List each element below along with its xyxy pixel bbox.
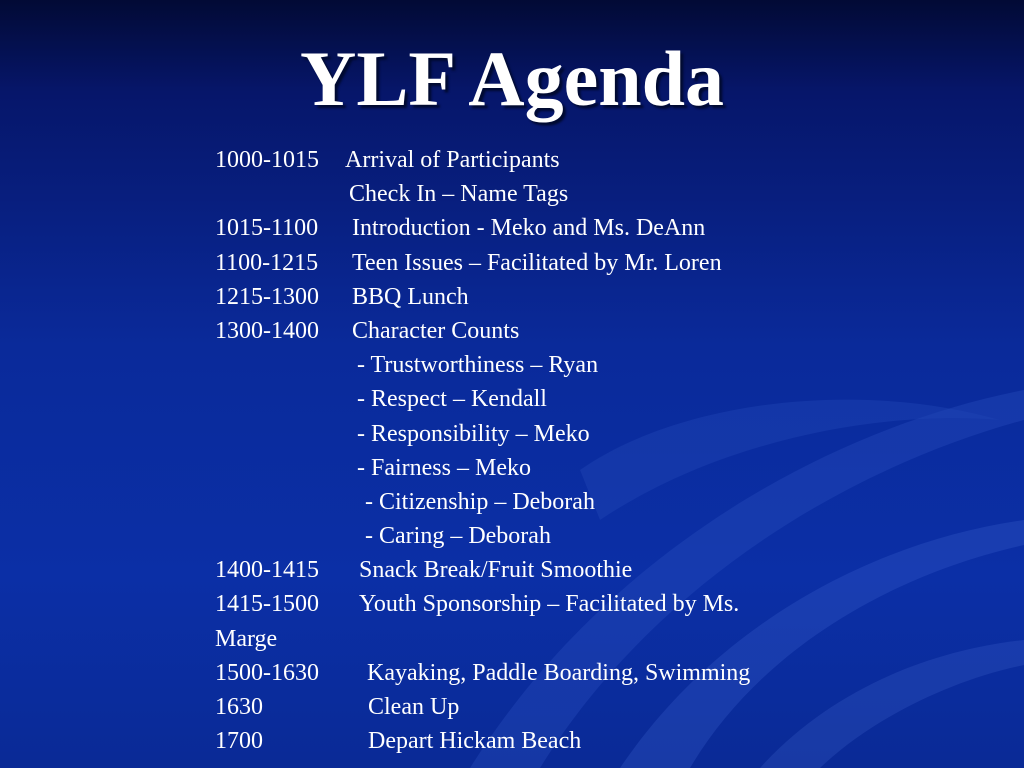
- agenda-item-text: Kayaking, Paddle Boarding, Swimming: [367, 659, 751, 686]
- agenda-row: [215, 691, 1015, 725]
- agenda-item-text: - Fairness – Meko: [357, 454, 531, 481]
- agenda-row: [215, 657, 1015, 691]
- agenda-item-text: Introduction - Meko and Ms. DeAnn: [352, 215, 706, 242]
- agenda-time: 1630: [215, 694, 263, 720]
- agenda-row: [215, 315, 1015, 349]
- agenda-row: [215, 486, 1015, 520]
- agenda-item-text: - Trustworthiness – Ryan: [357, 352, 599, 379]
- agenda-row: [215, 554, 1015, 588]
- agenda-item-text: - Citizenship – Deborah: [365, 488, 595, 515]
- agenda-item-text: Check In – Name Tags: [349, 181, 569, 208]
- agenda-list: [215, 144, 1015, 759]
- agenda-time: 1400-1415: [215, 557, 319, 584]
- agenda-row: [215, 418, 1015, 452]
- agenda-time: 1100-1215: [215, 249, 319, 276]
- agenda-row: [215, 588, 1015, 622]
- agenda-time: 1700: [215, 728, 263, 755]
- agenda-item-text: Clean Up: [368, 694, 460, 720]
- agenda-row: [215, 520, 1015, 554]
- agenda-row: [215, 212, 1015, 246]
- agenda-row: [215, 725, 1015, 759]
- agenda-time: 1300-1400: [215, 317, 319, 344]
- slide-title: YLF Agenda: [299, 35, 724, 122]
- agenda-item-text: Youth Sponsorship – Facilitated by Ms.: [359, 591, 740, 618]
- agenda-item-text: - Responsibility – Meko: [357, 420, 590, 447]
- agenda-item-text: Snack Break/Fruit Smoothie: [359, 557, 633, 584]
- agenda-item-text: Teen Issues – Facilitated by Mr. Loren: [352, 249, 722, 276]
- agenda-row: [215, 452, 1015, 486]
- agenda-row: [215, 178, 1015, 212]
- agenda-item-text: Arrival of Participants: [345, 147, 560, 173]
- agenda-time: 1415-1500: [215, 591, 319, 618]
- agenda-row: [215, 144, 1015, 178]
- agenda-item-text: - Caring – Deborah: [365, 523, 551, 550]
- agenda-row: [215, 281, 1015, 315]
- agenda-row: [215, 623, 1015, 657]
- agenda-time: 1215-1300: [215, 283, 319, 310]
- agenda-item-text: BBQ Lunch: [352, 283, 469, 310]
- agenda-row: [215, 349, 1015, 383]
- agenda-time: 1500-1630: [215, 659, 319, 686]
- agenda-time: 1015-1100: [215, 215, 319, 242]
- agenda-item-text: Depart Hickam Beach: [368, 728, 582, 755]
- agenda-time: 1000-1015: [215, 147, 319, 173]
- agenda-row: [215, 383, 1015, 417]
- agenda-item-text: - Respect – Kendall: [357, 386, 547, 413]
- agenda-item-text: Marge: [215, 625, 278, 652]
- agenda-row: [215, 247, 1015, 281]
- agenda-item-text: Character Counts: [352, 317, 520, 344]
